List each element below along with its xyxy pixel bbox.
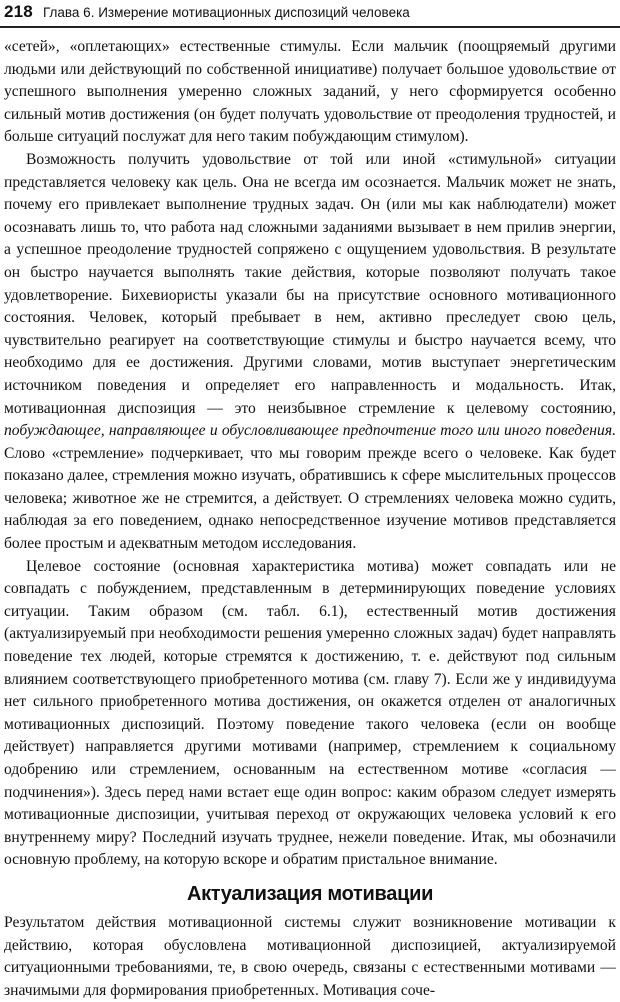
paragraph-2-text-start: Возможность получить удовольствие от той или иной «стимульной» ситуации представляется человеку как цель. Она не всегда им осознается. Мальчик может не знать, почему его привлекает выполнение трудных задач. Он (или мы как наблюдатели) может осознавать лишь то, что работа над сложными заданиями вызывает в нем прилив энергии, а успешное преодоление трудностей сопряжено с ощущением удовольствия. В результате он быстро научается выполнять такие действия, которые позволяют получать такое удовлетворение. Бихевиористы указали бы на присутствие основного мотивационного состояния. Человек, который пребывает в нем, активно преследует свою цель, чувствительно реагирует на соответствующие стимулы и быстро научается всему, что необходимо для ее достижения. Другими словами, мотив выступает энергетическим источником поведения и определяет его направленность и модальность. Итак, мотивационная диспозиция — это неизбывное стремление к целевому состоянию, — [4, 150, 616, 417]
paragraph-1: «сетей», «оплетающих» естественные стимулы. Если мальчик (поощряемый другими людьми или действующий по собственной инициативе) получает большое удовольствие от успешного выполнения умеренно сложных заданий, у него сформируется особенно сильный мотив достижения (он будет получать удовольствие от преодоления трудностей, и больше ситуаций послужат для него таким побуждающим стимулом). — [4, 38, 616, 146]
paragraph-2 — [4, 149, 616, 556]
header-divider — [0, 26, 620, 28]
section-heading: Актуализация мотивации — [186, 882, 434, 905]
paragraph-2-italic-phrase: побуждающее, направляющее и обусловливающее предпочтение того или иного поведения. — [4, 422, 616, 440]
page-number: 218 — [4, 2, 33, 21]
body-text — [4, 36, 616, 1002]
running-head: Глава 6. Измерение мотивационных диспозиций человека — [42, 5, 410, 20]
section-paragraph: Результатом действия мотивационной системы служит возникновение мотивации к действию, которая обусловлена мотивационной диспозицией, актуализируемой ситуационными требованиями, те, в свою очередь, связаны с естественными мотивами — значимыми для формирования приобретенных. Мотивация соче- — [4, 913, 616, 999]
paragraph-3: Целевое состояние (основная характеристика мотива) может совпадать или не совпадать с побуждением, представленным в детерминирующих поведение условиях ситуации. Таким образом (см. табл. 6.1), естественный мотив достижения (актуализируемый при необходимости решения умеренно сложных задач) будет направлять поведение тех людей, которые стремятся к достижению, т. е. действуют под сильным влиянием соответствующего приобретенного мотива (см. главу 7). Если же у индивидуума нет сильного приобретенного мотива достижения, он окажется отделен от аналогичных мотивационных диспозиций. Поэтому поведение такого человека (если он вообще действует) направляется другими мотивами (например, стремлением к социальному одобрению или стремлением, основанным на естественном мотиве «согласия — подчинения»). Здесь перед нами встает еще один вопрос: каким образом следует измерять мотивационные диспозиции, учитывая переход от окружающих человека условий к его внутреннему миру? Последний изучать труднее, нежели поведение. Итак, мы обозначили основную проблему, на которую вскоре и обратим пристальное внимание. — [4, 557, 616, 869]
page-header — [4, 2, 616, 24]
paragraph-2-text-end: Слово «стремление» подчеркивает, что мы говорим прежде всего о человеке. Как будет показано далее, стремления можно изучать, обратившись к сфере мыслительных процессов человека; животное же не стремится, а действует. О стремлениях человека можно судить, наблюдая за его поведением, однако непосредственное изучение мотивов представляется более простым и адекватным методом исследования. — [4, 444, 616, 553]
